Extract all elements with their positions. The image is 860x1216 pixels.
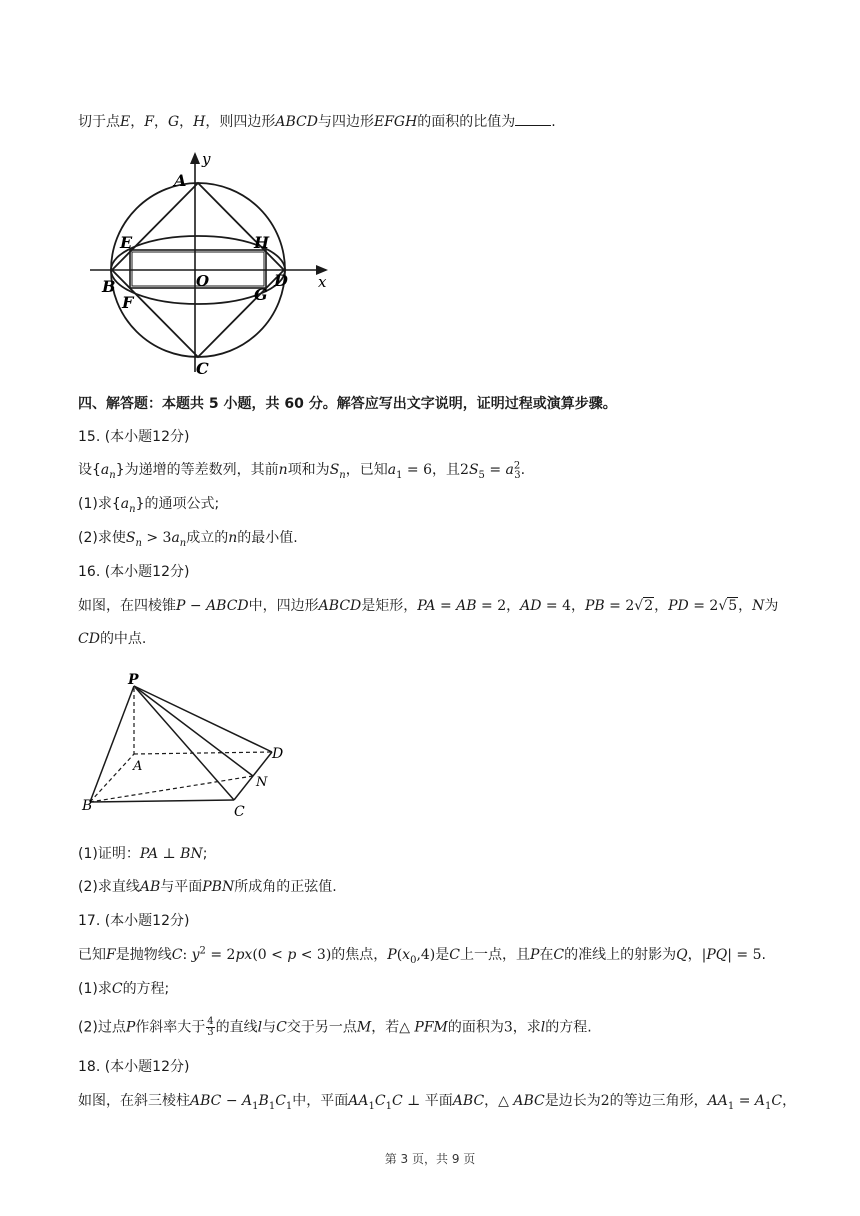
label-E: E [120,233,133,252]
q18-stem: 如图，在斜三棱柱ABC − $A_1B_1C_1$中，平面$AA_1C_1C$ ⊥ 平面ABC，△ ABC是边长为2的等边三角形，$AA_1 = A_1C$， [78,1093,797,1112]
label-C2: C [234,804,245,818]
label-A2: A [133,759,143,774]
label-D2: D [272,746,284,762]
section-heading: 四、解答题：本题共 5 小题，共 60 分。解答应写出文字说明，证明过程或演算步骤。 [78,396,617,412]
figure-circle-ellipse [86,150,336,378]
label-D: D [274,271,288,290]
label-B2: B [82,798,93,814]
q17-header: 17. (本小题12分) [78,913,190,929]
page-footer: 第 3 页，共 9 页 [384,1152,476,1166]
q14-text-line: 切于点E，F，G，H，则四边形ABCD与四边形EFGH的面积的比值为 . [78,114,556,130]
q14-text: 切于点E，F，G，H，则四边形ABCD与四边形EFGH的面积的比值为 [78,114,516,130]
label-C: C [196,359,209,378]
label-A: A [174,171,187,190]
figure-pyramid [80,668,300,818]
label-O: O [196,272,210,290]
answer-blank [515,112,551,126]
q16-part1: (1)证明：PA ⊥ BN; [78,846,208,862]
q16-stem-line1: 如图，在四棱锥P − ABCD中，四边形ABCD是矩形，PA = AB = 2，AD = 4，PB = 2√2，PD = 2√5，N为 [78,598,779,614]
q16-part2: (2)求直线AB与平面PBN所成角的正弦值. [78,879,337,895]
q15-header: 15. (本小题12分) [78,429,190,445]
q16-header: 16. (本小题12分) [78,564,190,580]
label-G: G [254,285,268,304]
label-y: y [202,150,211,168]
q17-part1: (1)求C的方程; [78,981,170,997]
label-P: P [128,672,139,688]
q17-stem: 已知F是抛物线C: $y^2 = 2px(0 < p < 3)$的焦点，$P(x_0,4)$是C上一点，且P在C的准线上的射影为Q，|PQ| = 5. [78,945,766,966]
label-H: H [254,233,270,252]
q18-header: 18. (本小题12分) [78,1059,190,1075]
label-N2: N [256,775,268,790]
label-B: B [102,277,116,296]
label-x: x [318,273,327,291]
q15-stem: 设$\{a_n\}$为递增的等差数列，其前n项和为$S_n$，已知$a_1 = 6$，且$2S_5 = a^2_3$. [78,460,526,481]
q17-part2: (2)过点P作斜率大于 $\frac{4}{3}$ 的直线l与C交于另一点M，若△ PFM的面积为3，求l的方程. [78,1016,592,1038]
q15-part2: (2)求使$S_n > 3a_n$成立的n的最小值. [78,530,298,549]
q16-stem-line2: CD的中点. [78,631,147,647]
q15-part1: (1)求$\{a_n\}$的通项公式; [78,496,220,515]
label-F: F [122,293,134,312]
